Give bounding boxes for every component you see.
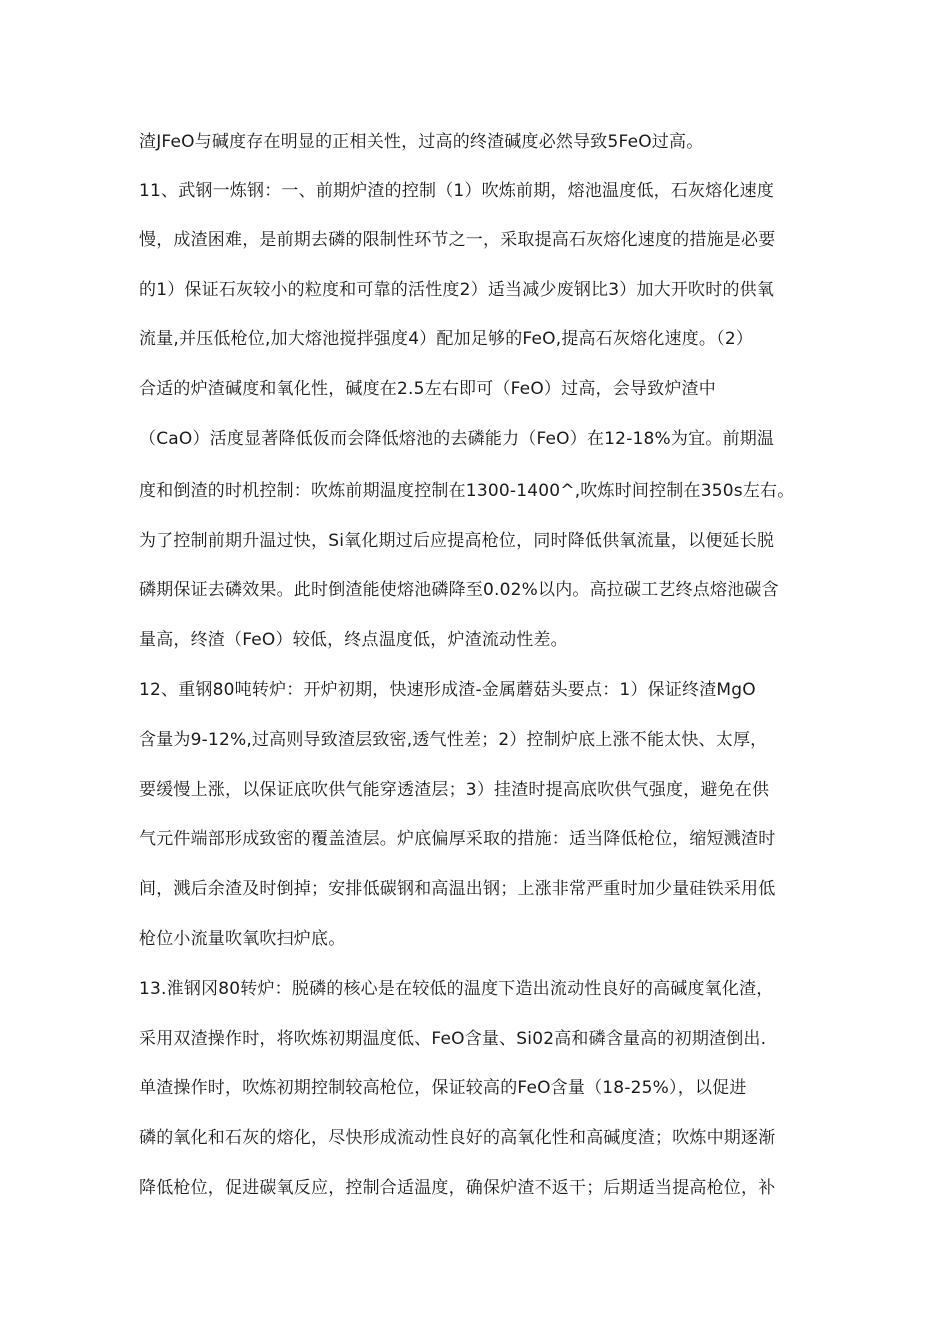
text-line: 度和倒渣的时机控制：吹炼前期温度控制在1300-1400^,吹炼时间控制在350s左右。 bbox=[139, 481, 795, 501]
text-line: 慢，成渣困难，是前期去磷的限制性环节之一，采取提高石灰熔化速度的措施是必要 bbox=[139, 230, 776, 250]
text-line: （CaO）活度显著降低仮而会降低熔池的去磷能力（FeO）在12-18%为宜。前期温 bbox=[139, 429, 775, 449]
text-line: 磷期保证去磷效果。此时倒渣能使熔池磷降至0.02%以内。高拉碳工艺终点熔池碳含 bbox=[139, 580, 779, 600]
text-line: 渣JFeO与碱度存在明显的正相关性，过高的终渣碱度必然导致5FeO过高。 bbox=[139, 132, 704, 152]
text-line: 磷的氧化和石灰的熔化，尽快形成流动性良好的高氧化性和高碱度渣；吹炼中期逐渐 bbox=[139, 1128, 776, 1148]
text-line: 的1）保证石灰较小的粒度和可靠的活性度2）适当减少废钢比3）加大开吹时的供氧 bbox=[139, 280, 775, 300]
text-line: 气元件端部形成致密的覆盖渣层。炉底偏厚采取的措施：适当降低枪位，缩短溅渣时 bbox=[139, 829, 776, 849]
text-line: 为了控制前期升温过快，Si氧化期过后应提高枪位，同时降低供氧流量，以便延长脱 bbox=[139, 531, 775, 551]
text-line: 量高，终渣（FeO）较低，终点温度低，炉渣流动性差。 bbox=[139, 630, 568, 650]
text-line: 枪位小流量吹氧吹扫炉底。 bbox=[139, 929, 346, 949]
text-line: 间，溅后余渣及时倒掉；安排低碳钢和高温出钢；上涨非常严重时加少量硅铁采用低 bbox=[139, 879, 776, 899]
text-line: 单渣操作时，吹炼初期控制较高枪位，保证较高的FeO含量（18-25%），以促进 bbox=[139, 1078, 747, 1098]
text-line: 合适的炉渣碱度和氧化性，碱度在2.5左右即可（FeO）过高，会导致炉渣中 bbox=[139, 379, 716, 399]
text-line: 含量为9-12%,过高则导致渣层致密,透气性差；2）控制炉底上涨不能太快、太厚， bbox=[139, 730, 768, 750]
text-line: 采用双渣操作时，将吹炼初期温度低、FeO含量、Si02高和磷含量高的初期渣倒出. bbox=[139, 1029, 767, 1049]
text-line: 12、重钢80吨转炉：开炉初期，快速形成渣-金属蘑菇头要点：1）保证终渣MgO bbox=[139, 680, 756, 700]
text-line: 流量,并压低枪位,加大熔池搅拌强度4）配加足够的FeO,提高石灰熔化速度。（2） bbox=[139, 329, 754, 349]
text-line: 13.淮钢冈80转炉：脱磷的核心是在较低的温度下造出流动性良好的高碱度氧化渣， bbox=[139, 979, 774, 999]
text-line: 11、武钢一炼钢：一、前期炉渣的控制（1）吹炼前期，熔池温度低，石灰熔化速度 bbox=[139, 181, 775, 201]
text-line: 降低枪位，促进碳氧反应，控制合适温度，确保炉渣不返干；后期适当提高枪位，补 bbox=[139, 1178, 776, 1198]
text-line: 要缓慢上涨，以保证底吹供气能穿透渣层；3）挂渣时提高底吹供气强度，避免在供 bbox=[139, 780, 770, 800]
